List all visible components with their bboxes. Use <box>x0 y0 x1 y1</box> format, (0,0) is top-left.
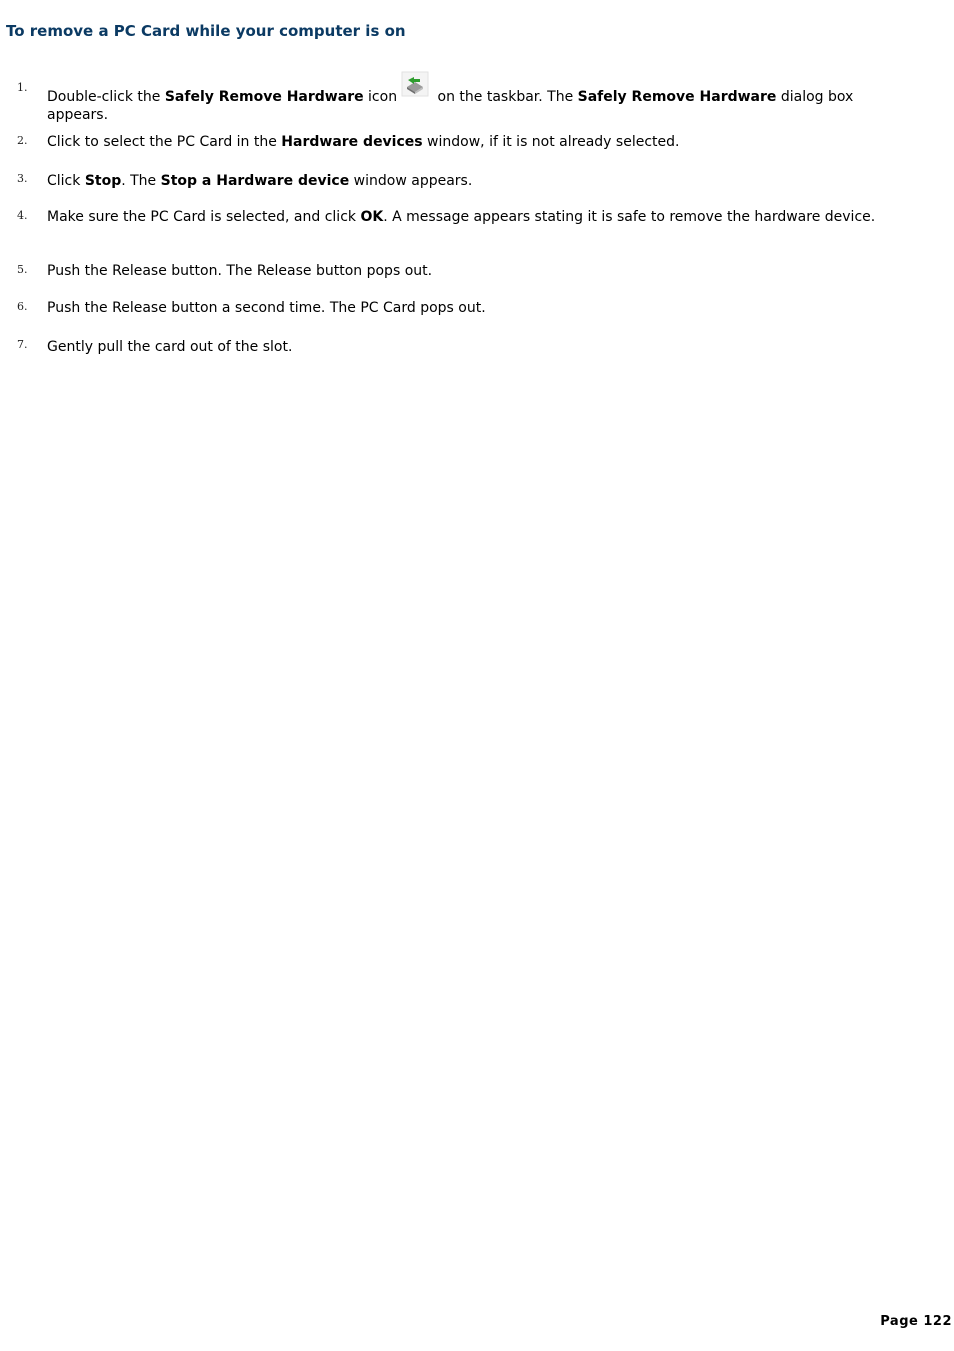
step-number: 3. <box>17 172 28 185</box>
step-number: 1. <box>17 81 28 94</box>
list-item <box>0 124 954 162</box>
step-number: 2. <box>17 134 28 147</box>
list-item <box>0 199 954 253</box>
step-text: Click to select the PC Card in the Hardware devices window, if it is not already selected. <box>47 134 680 150</box>
list-item <box>0 253 954 290</box>
step-text: Double-click the Safely Remove Hardware icon on the taskbar. The Safely Remove Hardware dialog box appears. <box>47 79 907 124</box>
step-number: 5. <box>17 263 28 276</box>
step-number: 7. <box>17 338 28 351</box>
page-title: To remove a PC Card while your computer is on <box>6 22 406 40</box>
step-text: Click Stop. The Stop a Hardware device window appears. <box>47 173 473 189</box>
list-item <box>0 328 954 358</box>
list-item <box>0 162 954 199</box>
list-item <box>0 290 954 328</box>
step-number: 6. <box>17 300 28 313</box>
step-text: Push the Release button. The Release button pops out. <box>47 263 433 279</box>
safely-remove-hardware-icon <box>401 71 429 97</box>
step-text: Push the Release button a second time. The PC Card pops out. <box>47 300 486 316</box>
steps-list <box>0 70 954 358</box>
step-text: Make sure the PC Card is selected, and click OK. A message appears stating it is safe to remove the hardware device. <box>47 209 876 225</box>
step-text: Gently pull the card out of the slot. <box>47 339 293 355</box>
list-item <box>0 70 954 124</box>
page-number: Page 122 <box>880 1314 952 1329</box>
step-number: 4. <box>17 209 28 222</box>
